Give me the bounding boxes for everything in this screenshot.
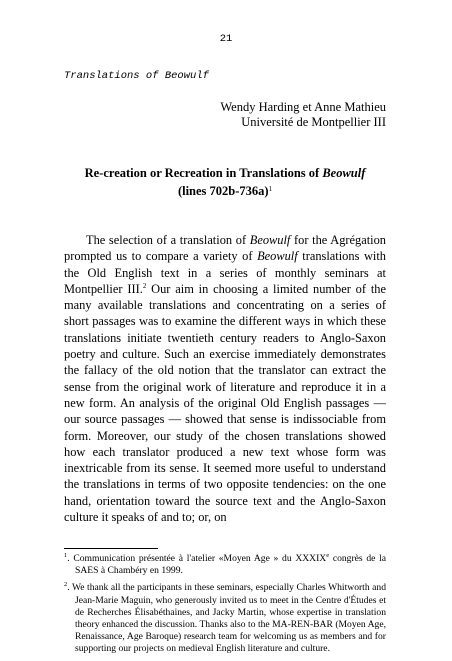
title-main — [64, 164, 386, 182]
body-text — [64, 232, 386, 525]
text-run: Our aim in choosing a limited number of the many available translations and concentrating on a series of short passages was to examine the different ways in which these translations initiate twentieth century readers to Anglo-Saxon poetry and culture. Such an exercise immediately demonstrates the fallacy of the old notion that the translator can extract the sense from the original work of literature and reproduce it in a new form. An analysis of the original Old English passages — our source passages — showed that sense is indissociable from form. Moreover, our study of the chosen translations showed how each translator produced a new text whose form was inextricable from its sense. It seemed more useful to understand the translations in terms of two opposite tendencies: on the one hand, orientation toward the source text and the Anglo-Saxon culture it speaks of and to; or, on — [64, 281, 386, 525]
title-italic: Beowulf — [322, 166, 366, 180]
title-lines-text: (lines 702b-736a) — [177, 184, 269, 198]
author-affiliation: Université de Montpellier III — [241, 115, 386, 129]
paragraph — [64, 232, 386, 525]
footnote-text: . We thank all the participants in these seminars, especially Charles Whitworth and Jean-Marie Maguin, who generously invited us to meet in the Centre d'Études et de Recherches Élisabéthaines, and Jacky Martin, whose expertise in translation theory enhanced the discussion. Thanks also to the MA-REN-BAR (Moyen Age, Renaissance, Age Baroque) research team for welcoming us as members and for supporting our projects on medieval English literature and culture. — [67, 582, 386, 655]
footnote-divider — [64, 548, 158, 549]
text-run: for the Agrégation prompted us to compare a variety of — [64, 233, 386, 264]
italic-title: Beowulf — [249, 233, 291, 247]
footnote-text: congrès de la SAES à Chambéry en 1999. — [75, 553, 387, 577]
superscript: e — [326, 551, 330, 559]
author-block — [220, 100, 386, 130]
footnotes — [64, 553, 386, 661]
running-head: Translations of Beowulf — [64, 70, 209, 82]
title-footnote-marker: 1 — [268, 185, 273, 193]
title-lines — [64, 182, 386, 200]
article-title — [64, 164, 386, 200]
footnote-number: 2 — [64, 581, 68, 589]
text-run: translations with the Old English text in a series of monthly seminars at Montpellier III. — [64, 249, 386, 296]
footnote-2 — [64, 582, 386, 655]
page-number: 21 — [219, 33, 233, 45]
footnote-number: 1 — [64, 551, 68, 559]
italic-title: Beowulf — [257, 249, 298, 264]
footnote-marker: 2 — [142, 281, 147, 290]
author-names: Wendy Harding et Anne Mathieu — [220, 100, 386, 114]
title-text: Re-creation or Recreation in Translations of — [84, 166, 323, 180]
footnote-1 — [64, 553, 386, 577]
footnote-text: . Communication présentée à l'atelier «Moyen Age » du XXXIX — [67, 553, 327, 564]
text-run: The selection of a translation of — [86, 233, 250, 247]
